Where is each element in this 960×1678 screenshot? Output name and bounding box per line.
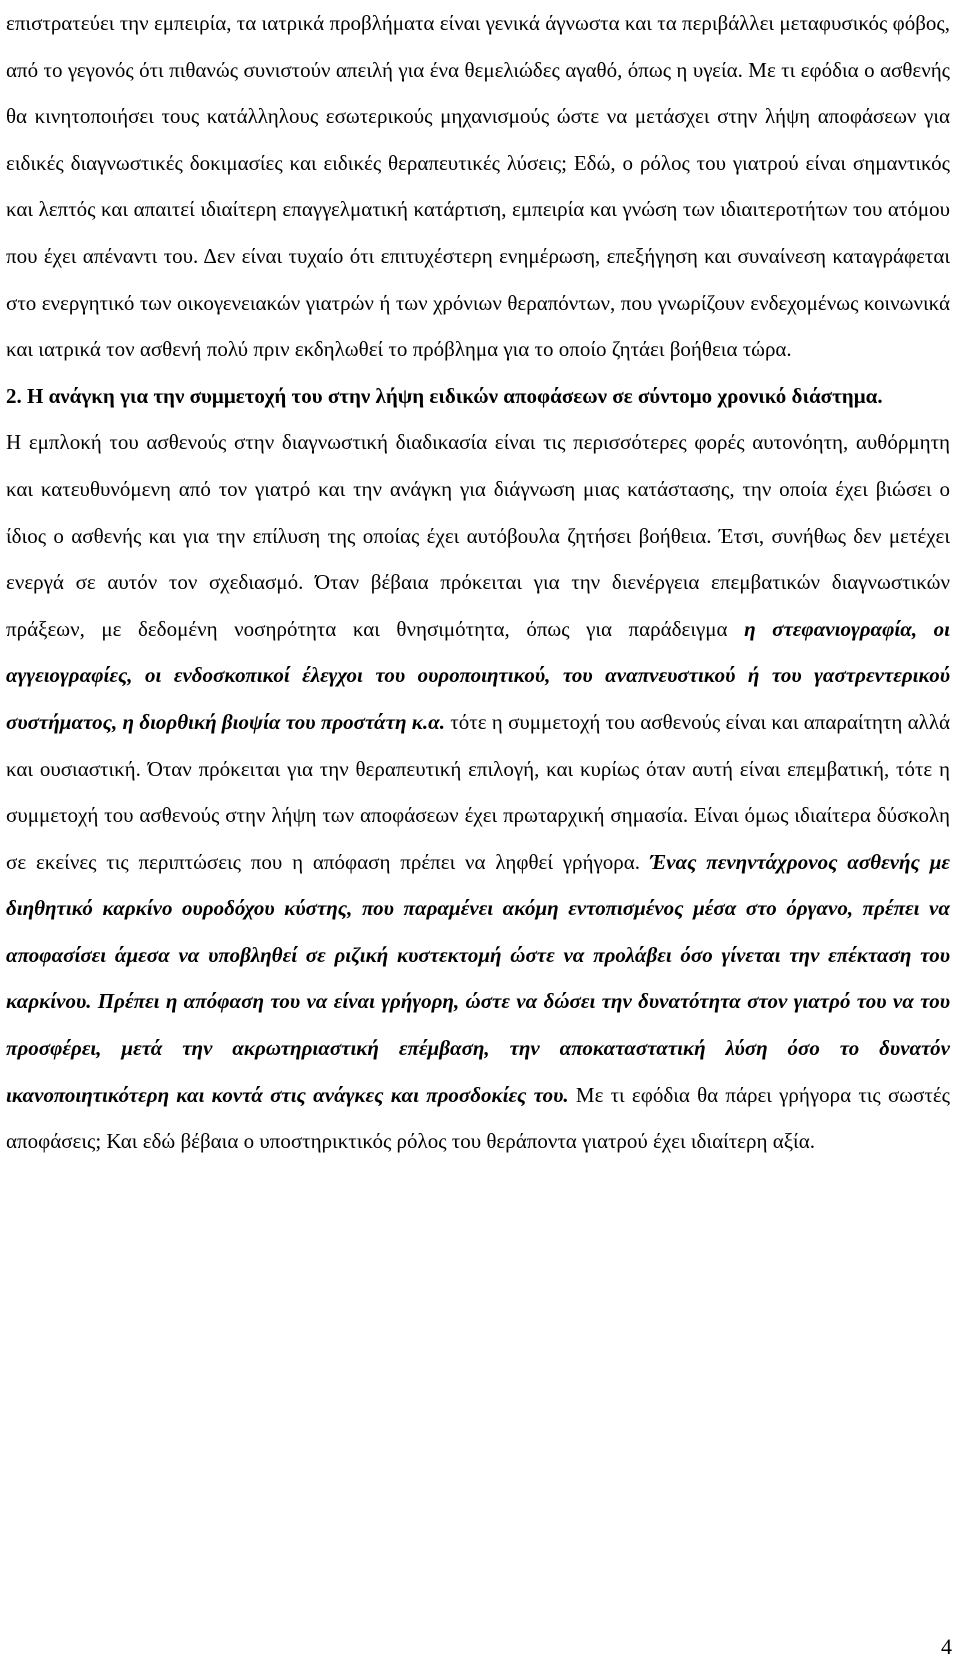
paragraph-text-part3: Με τι εφόδια θα πάρει γρήγορα τις σωστές αποφάσεις; Και εδώ βέβαια ο υποστηρικτικός ρόλος του θεράποντα γιατρού έχει ιδιαίτερη αξία. (6, 1082, 950, 1154)
section-heading-2 (6, 373, 950, 420)
heading-text: 2. Η ανάγκη για την συμμετοχή του στην λήψη ειδικών αποφάσεων σε σύντομο χρονικό διάστημα. (6, 383, 883, 408)
paragraph-text-part1: Η εμπλοκή του ασθενούς στην διαγνωστική διαδικασία είναι τις περισσότερες φορές αυτονόητη, αυθόρμητη και κατευθυνόμενη από τον γιατρό και την ανάγκη για διάγνωση μιας κατάστασης, την οποία έχει βιώσει ο ίδιος ο ασθενής και για την επίλυση της οποίας έχει αυτόβουλα ζητήσει βοήθεια. Έτσι, συνήθως δεν μετέχει ενεργά σε αυτόν τον σχεδιασμό. Όταν βέβαια πρόκειται για την διενέργεια επεμβατικών διαγνωστικών πράξεων, με δεδομένη νοσηρότητα και θνησιμότητα, όπως για παράδειγμα (6, 430, 950, 641)
emphasis-patient-example: Ένας πενηντάχρονος ασθενής με διηθητικό καρκίνο ουροδόχου κύστης, που παραμένει ακόμη εντοπισμένος μέσα στο όργανο, πρέπει να αποφασίσει άμεσα να υποβληθεί σε ριζική κυστεκτομή ώστε να προλάβει όσο γίνεται την επέκταση του καρκίνου. Πρέπει η απόφαση του να είναι γρήγορη, ώστε να δώσει την δυνατότητα στον γιατρό του να του προσφέρει, μετά την ακρωτηριαστική επέμβαση, την αποκαταστατική λύση όσο το δυνατόν ικανοποιητικότερη και κοντά στις ανάγκες και προσδοκίες του. (6, 849, 951, 1107)
page-number: 4 (941, 1634, 952, 1659)
paragraph-patient-involvement (6, 419, 950, 1165)
paragraph-text: επιστρατεύει την εμπειρία, τα ιατρικά προβλήματα είναι γενικά άγνωστα και τα περιβάλλει μεταφυσικός φόβος, από το γεγονός ότι πιθανώς συνιστούν απειλή για ένα θεμελιώδες αγαθό, όπως η υγεία. Με τι εφόδια ο ασθενής θα κινητοποιήσει τους κατάλληλους εσωτερικούς μηχανισμούς ώστε να μετάσχει στην λήψη αποφάσεων για ειδικές διαγνωστικές δοκιμασίες και ειδικές θεραπευτικές λύσεις; Εδώ, ο ρόλος του γιατρού είναι σημαντικός και λεπτός και απαιτεί ιδιαίτερη επαγγελματική κατάρτιση, εμπειρία και γνώση των ιδιαιτεροτήτων του ατόμου που έχει απέναντι του. Δεν είναι τυχαίο ότι επιτυχέστερη ενημέρωση, επεξήγηση και συναίνεση καταγράφεται στο ενεργητικό των οικογενειακών γιατρών ή των χρόνιων θεραπόντων, που γνωρίζουν ενδεχομένως κοινωνικά και ιατρικά τον ασθενή πολύ πριν εκδηλωθεί το πρόβλημα για το οποίο ζητάει βοήθεια τώρα. (6, 11, 950, 362)
paragraph-informed-consent (6, 0, 950, 373)
paragraph-text-part2: τότε η συμμετοχή του ασθενούς είναι και απαραίτητη αλλά και ουσιαστική. Όταν πρόκειται για την θεραπευτική επιλογή, και κυρίως όταν αυτή είναι επεμβατική, τότε η συμμετοχή του ασθενούς στην λήψη των αποφάσεων έχει πρωταρχική σημασία. Είναι όμως ιδιαίτερα δύσκολη σε εκείνες τις περιπτώσεις που η απόφαση πρέπει να ληφθεί γρήγορα. (6, 709, 951, 874)
emphasis-invasive-procedures: η στεφανιογραφία, οι αγγειογραφίες, οι ενδοσκοπικοί έλεγχοι του ουροποιητικού, του αναπνευστικού ή του γαστρεντερικού συστήματος, η διορθική βιοψία του προστάτη κ.α. (6, 616, 950, 734)
document-page (6, 0, 950, 1165)
